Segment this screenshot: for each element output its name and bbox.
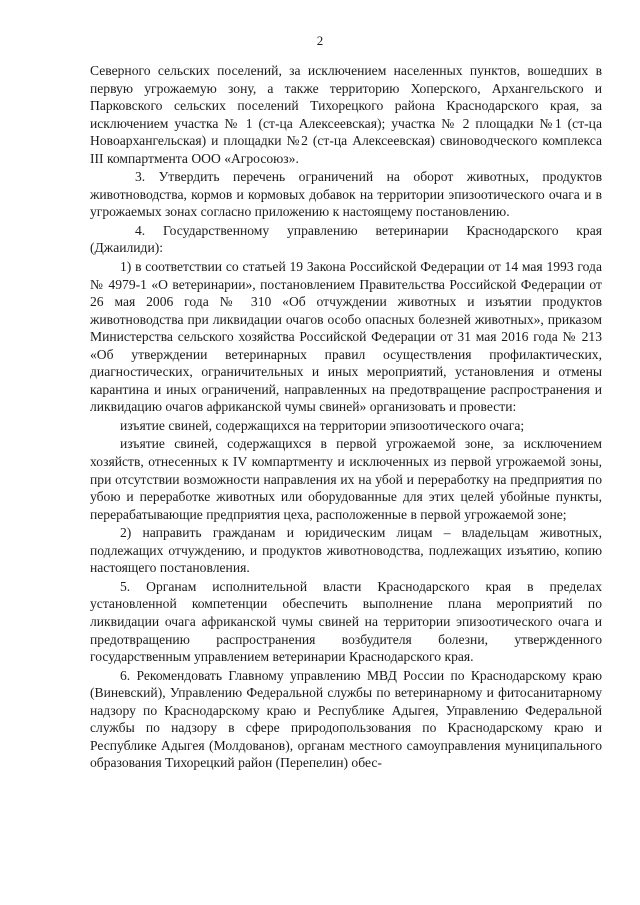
paragraph-seizure-focus: изъятие свиней, содержащихся на территории эпизоотического очага; xyxy=(120,417,525,433)
paragraph-continuation: Северного сельских поселений, за исключением населенных пунктов, вошедших в первую угрожаемую зону, а также территорию Хоперского, Архангельского и Парковского сельских поселений Тихорецкого района Краснодарского края, за исключением участка № 1 (ст-ца Алексеевская); участка № 2 площадки №1 (ст-ца Новоархангельская) и площадки №2 (ст-ца Алексеевская) свиноводческого комплекса III компартмента ООО «Агросоюз». xyxy=(90,63,602,166)
paragraph-item-6: 6. Рекомендовать Главному управлению МВД России по Краснодарскому краю (Виневский), Управлению Федеральной службы по ветеринарному и фитосанитарному надзору по Краснодарскому краю и Республике Адыгея, Управлению Федеральной службы по надзору в сфере природопользования по Краснодарскому краю и Республике Адыгея (Молдованов), органам местного самоуправления муниципального образования Тихорецкий район (Перепелин) обес- xyxy=(90,667,602,771)
paragraph-item-4: 4. Государственному управлению ветеринарии Краснодарского края (Джаилиди): xyxy=(90,222,602,256)
paragraph-subitem-2: 2) направить гражданам и юридическим лицам – владельцам животных, подлежащих отчуждению, и продуктов животноводства, подлежащих изъятию, копию настоящего постановления. xyxy=(90,525,602,576)
paragraph-seizure-zone: изъятие свиней, содержащихся в первой угрожаемой зоне, за исключением хозяйств, отнесенных к IV компартменту и исключенных из первой угрожаемой зоны, при отсутствии возможности направления их на убой и переработку на предприятия по убою и переработке животных или оборудованные для этих целей убойные пункты, перерабатывающие предприятия цеха, расположенные в первой угрожаемой зоне; xyxy=(90,436,602,522)
page-number: 2 xyxy=(316,33,324,48)
paragraph-item-5: 5. Органам исполнительной власти Краснодарского края в пределах установленной компетенции обеспечить выполнение плана мероприятий по ликвидации очага африканской чумы свиней на территории эпизоотического очага и предотвращению распространения возбудителя болезни, утвержденного государственным управлением ветеринарии Краснодарского края. xyxy=(90,578,602,665)
paragraph-subitem-1: 1) в соответствии со статьей 19 Закона Российской Федерации от 14 мая 1993 года № 4979-1 «О ветеринарии», постановлением Правительства Российской Федерации от 26 мая 2006 года № 310 «Об отчуждении животных и изъятии продуктов животноводства при ликвидации очагов особо опасных болезней животных», приказом Министерства сельского хозяйства Российской Федерации от 31 мая 2016 года № 213 «Об утверждении ветеринарных правил осуществления профилактических, диагностических, ограничительных и иных мероприятий, установления и отмены карантина и иных ограничений, направленных на предотвращение распространения и ликвидацию очагов африканской чумы свиней» организовать и провести: xyxy=(90,259,602,415)
paragraph-item-3: 3. Утвердить перечень ограничений на оборот животных, продуктов животноводства, кормов и кормовых добавок на территории эпизоотического очага и в угрожаемых зонах согласно приложению к настоящему постановлению. xyxy=(90,169,602,220)
document-body xyxy=(90,62,602,773)
